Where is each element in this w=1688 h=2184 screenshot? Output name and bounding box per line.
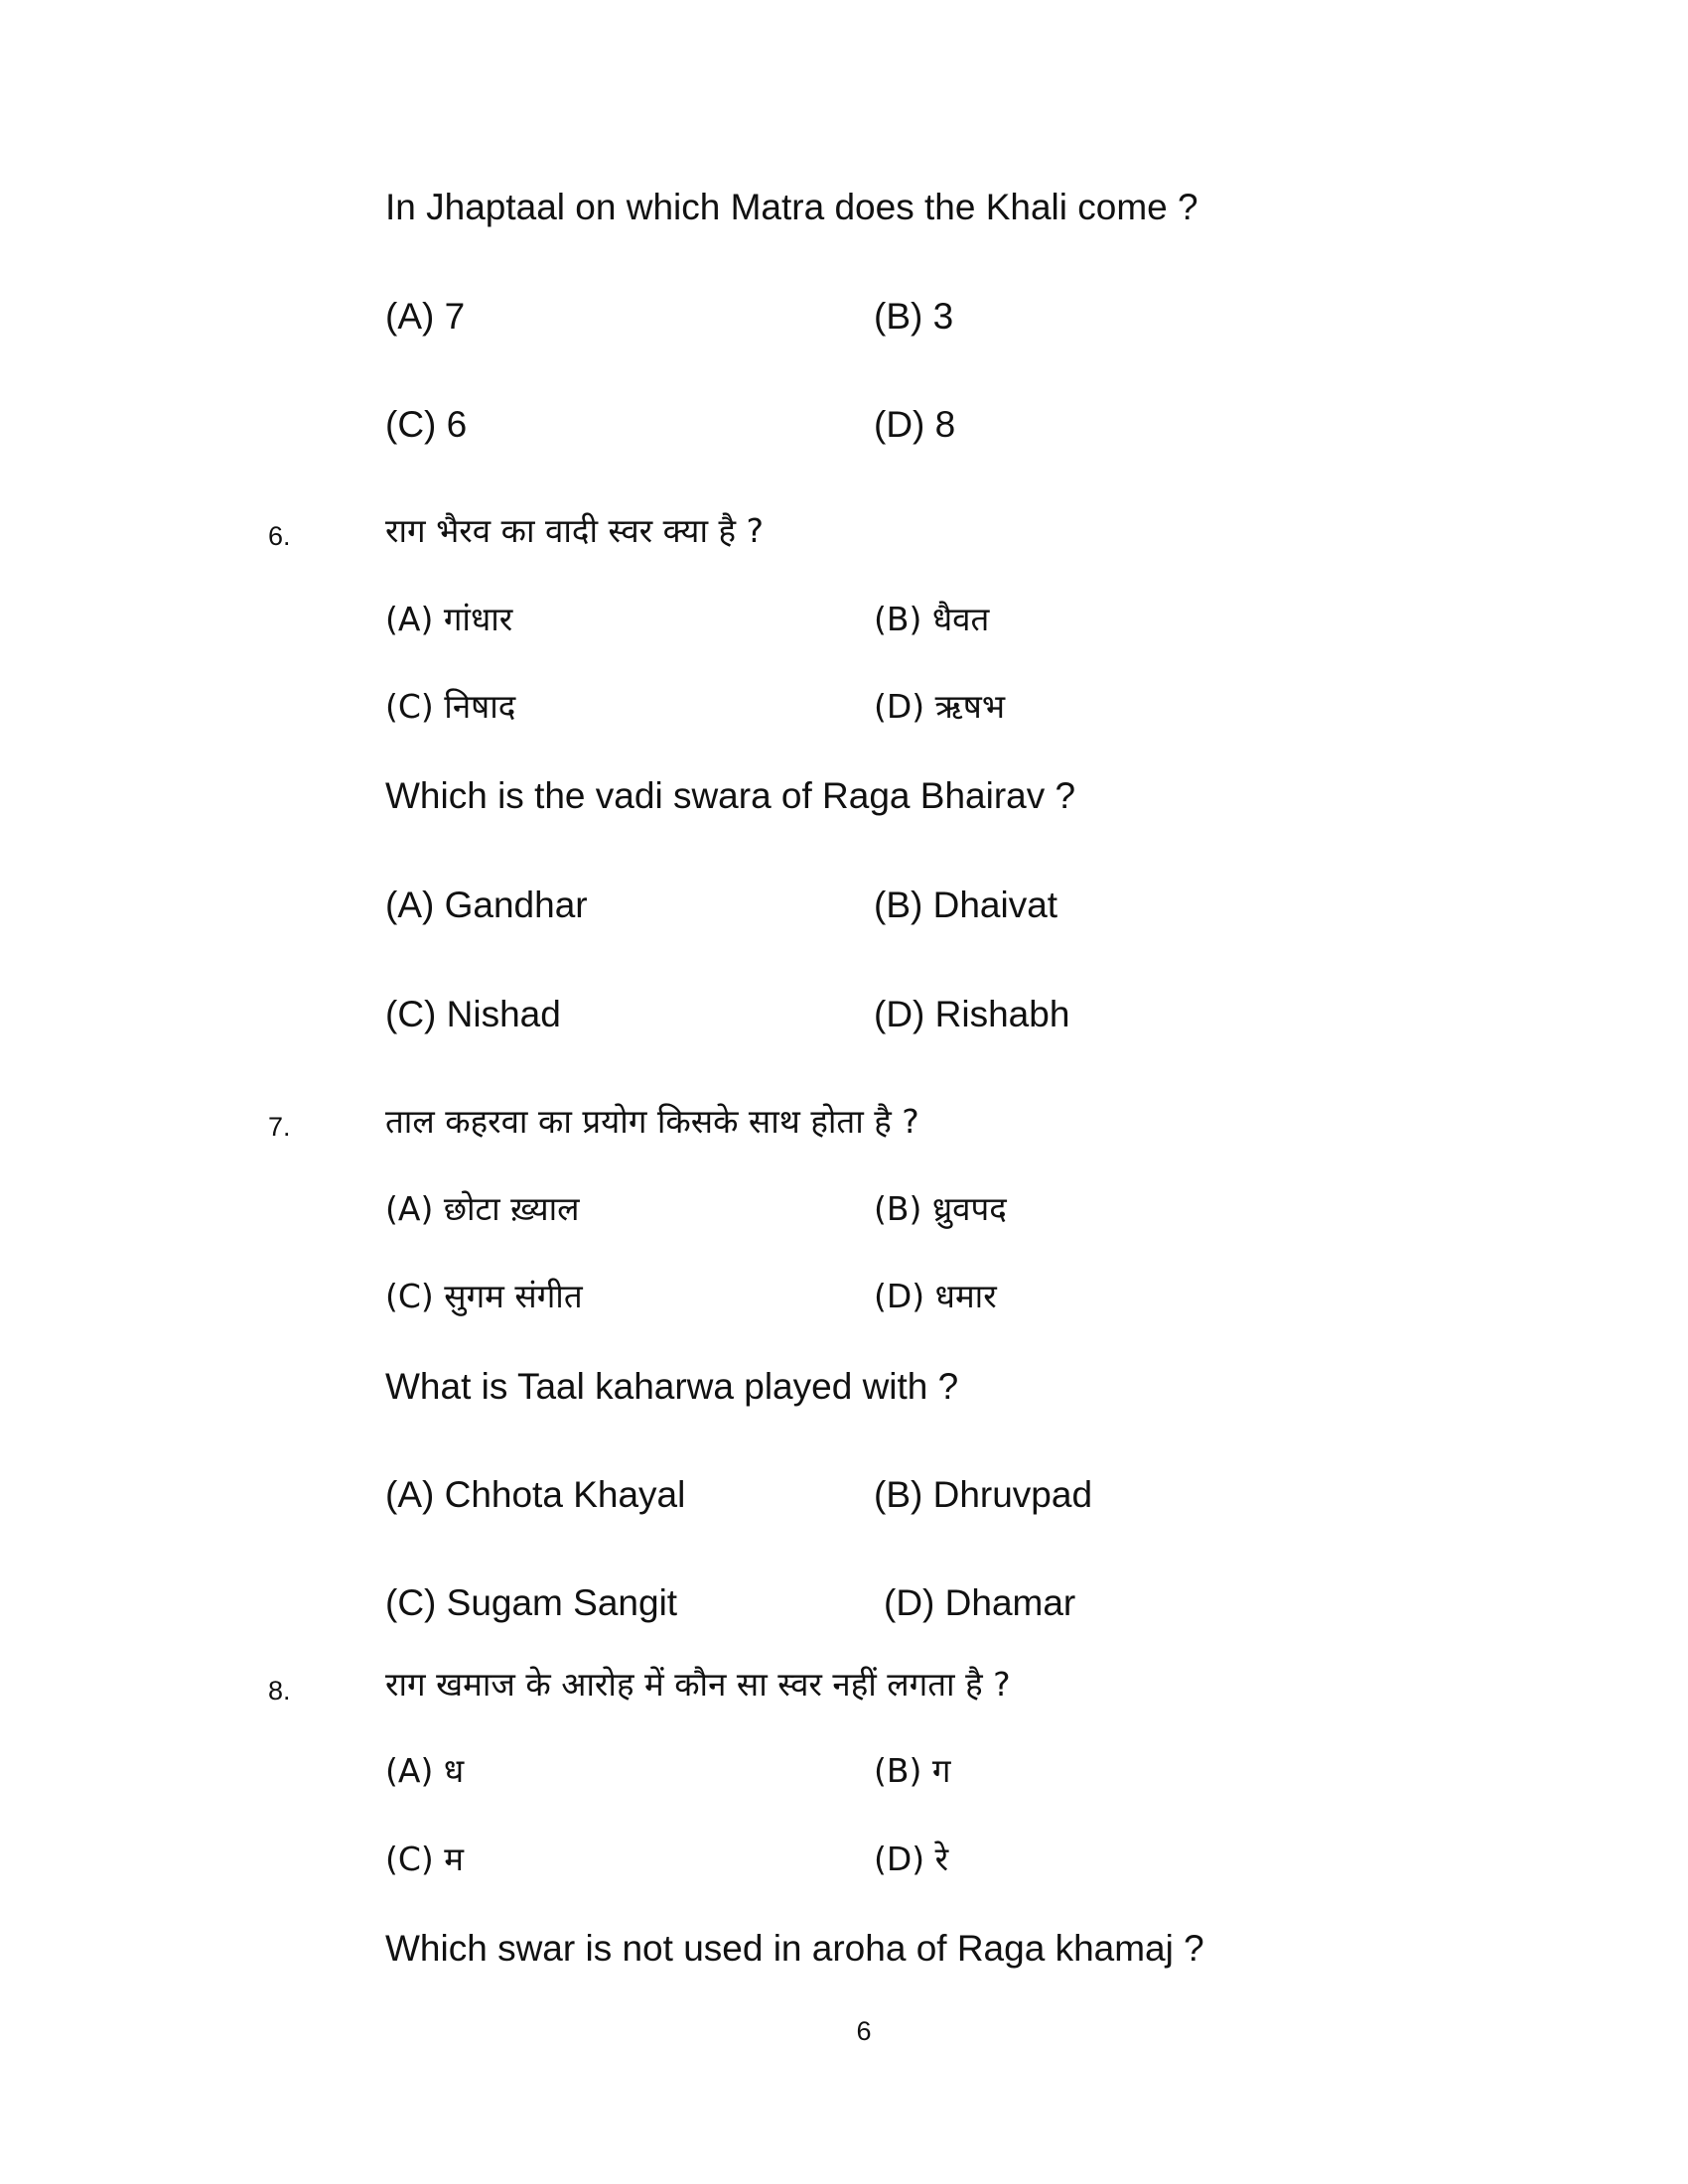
option-b: (B) 3 (874, 296, 954, 337)
option-d-hindi: (D) धमार (874, 1277, 997, 1315)
option-c-hindi: (C) सुगम संगीत (385, 1277, 583, 1315)
option-d: (D) Rishabh (874, 994, 1070, 1034)
option-c: (C) Sugam Sangit (385, 1582, 678, 1623)
option-b-hindi: (B) ग (874, 1751, 951, 1790)
question-text-english: Which is the vadi swara of Raga Bhairav ? (385, 775, 1076, 816)
question-text-hindi: राग खमाज के आरोह में कौन सा स्वर नहीं लगता है ? (385, 1665, 1011, 1704)
question-text-hindi: राग भैरव का वादी स्वर क्या है ? (385, 511, 765, 550)
option-a-hindi: (A) गांधार (385, 600, 513, 638)
option-a: (A) Gandhar (385, 885, 588, 925)
option-c: (C) 6 (385, 404, 468, 445)
option-c-hindi: (C) म (385, 1840, 465, 1878)
option-d: (D) 8 (874, 404, 956, 445)
question-text-english: In Jhaptaal on which Matra does the Khali come ? (385, 187, 1198, 227)
option-a: (A) Chhota Khayal (385, 1474, 686, 1515)
option-c-hindi: (C) निषाद (385, 687, 516, 726)
option-a: (A) 7 (385, 296, 466, 337)
question-number: 6. (268, 521, 291, 551)
option-d-hindi: (D) ऋषभ (874, 687, 1006, 726)
option-a-hindi: (A) छोटा ख़्याल (385, 1189, 580, 1228)
question-text-english: What is Taal kaharwa played with ? (385, 1366, 959, 1407)
option-d-hindi: (D) रे (874, 1840, 949, 1878)
option-c: (C) Nishad (385, 994, 561, 1034)
option-d: (D) Dhamar (884, 1582, 1076, 1623)
page-number: 6 (856, 2016, 872, 2046)
question-number: 7. (268, 1112, 291, 1142)
option-b: (B) Dhaivat (874, 885, 1058, 925)
option-b-hindi: (B) ध्रुवपद (874, 1189, 1007, 1228)
option-a-hindi: (A) ध (385, 1751, 465, 1790)
question-text-hindi: ताल कहरवा का प्रयोग किसके साथ होता है ? (385, 1102, 919, 1141)
question-text-english: Which swar is not used in aroha of Raga khamaj ? (385, 1928, 1204, 1969)
option-b-hindi: (B) धैवत (874, 600, 990, 638)
question-number: 8. (268, 1676, 291, 1706)
option-b: (B) Dhruvpad (874, 1474, 1093, 1515)
